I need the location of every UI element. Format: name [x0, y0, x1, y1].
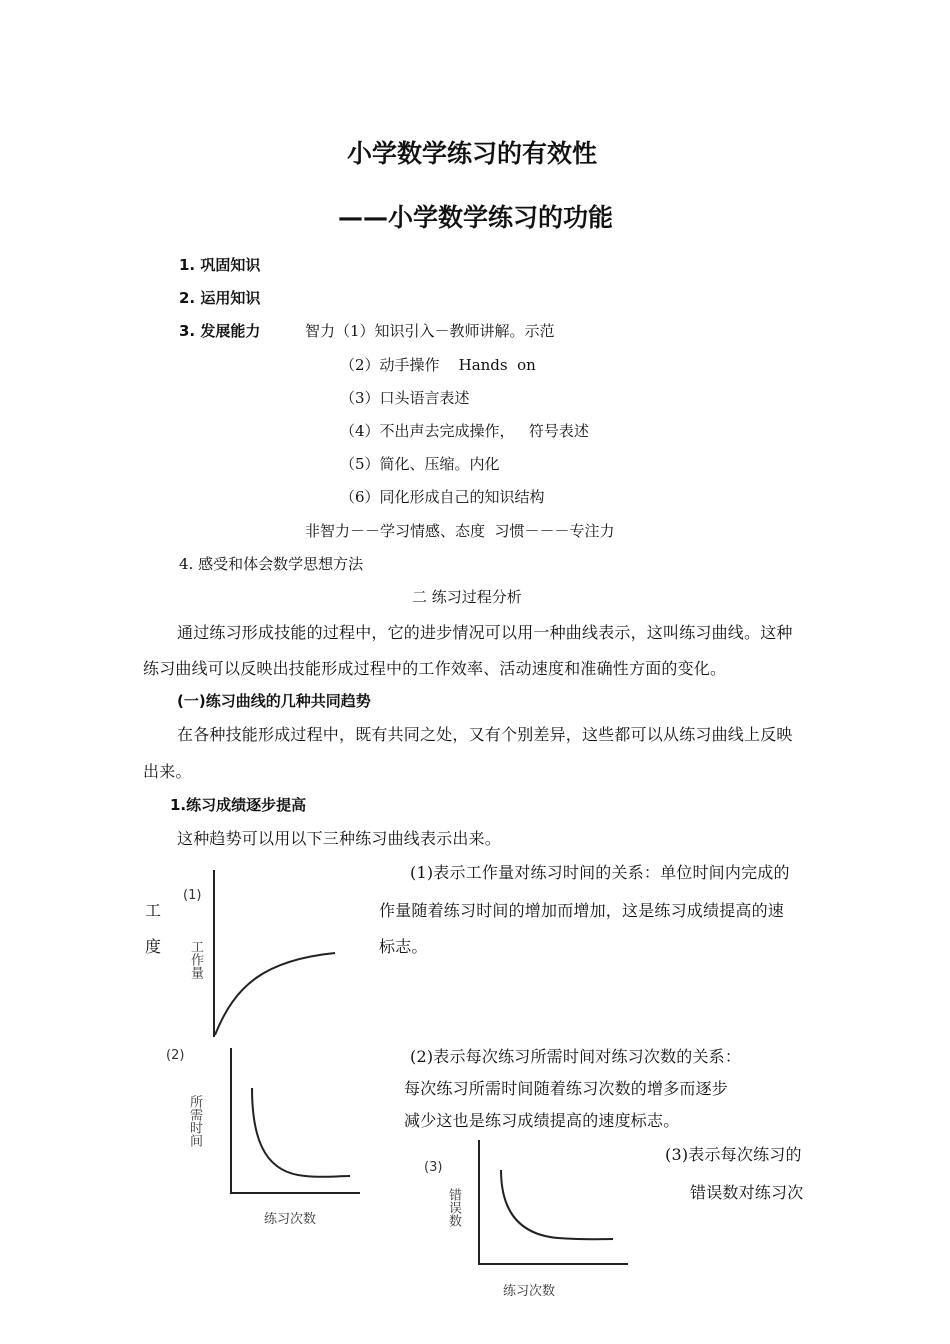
graph2-figure	[225, 1048, 365, 1198]
zhili-lead: 智力（1）知识引入－教师讲解。示范	[305, 322, 555, 340]
subheading-1: (一)练习曲线的几种共同趋势	[177, 692, 371, 710]
item-3: 3. 发展能力	[179, 322, 261, 340]
desc2-line2: 每次练习所需时间随着练习次数的增多而逐步	[404, 1079, 729, 1098]
left-char-2: 度	[145, 937, 162, 956]
zhili-step-3: （3）口头语言表述	[340, 389, 470, 407]
left-char-1: 工	[145, 901, 162, 920]
graph2-xlabel: 练习次数	[264, 1212, 317, 1227]
graph1-number: (1)	[183, 888, 202, 903]
graph3-figure	[473, 1140, 633, 1270]
graph3-curve	[501, 1170, 613, 1239]
feizhili-line: 非智力－－学习情感、态度 习惯－－－专注力	[305, 522, 615, 540]
graph3-ylabel: 错误数	[446, 1188, 461, 1227]
zhili-step-4: （4）不出声去完成操作， 符号表述	[340, 422, 589, 440]
page-title: 小学数学练习的有效性	[347, 139, 598, 168]
graph2-number: (2)	[166, 1048, 185, 1063]
graph3-number: (3)	[424, 1160, 443, 1175]
graph2-ylabel: 所需时间	[187, 1095, 202, 1147]
desc1-line3: 标志。	[379, 937, 428, 956]
item-2: 2. 运用知识	[179, 289, 261, 307]
para2-line1: 在各种技能形成过程中，既有共同之处，又有个别差异，这些都可以从练习曲线上反映	[177, 725, 793, 744]
para1-line1: 通过练习形成技能的过程中，它的进步情况可以用一种曲线表示，这叫练习曲线。这种	[177, 623, 793, 642]
desc3-line1: (3)表示每次练习的	[665, 1145, 802, 1164]
desc2-line1: (2)表示每次练习所需时间对练习次数的关系：	[410, 1047, 742, 1066]
graph1-curve	[215, 953, 335, 1035]
para1-line2: 练习曲线可以反映出技能形成过程中的工作效率、活动速度和准确性方面的变化。	[143, 659, 727, 678]
zhili-step-6: （6）同化形成自己的知识结构	[340, 488, 545, 506]
item-4: 4. 感受和体会数学思想方法	[179, 555, 364, 573]
desc1-line1: (1)表示工作量对练习时间的关系：单位时间内完成的	[410, 863, 790, 882]
zhili-step-5: （5）简化、压缩。内化	[340, 455, 500, 473]
graph2-curve	[252, 1088, 350, 1177]
para2-line2: 出来。	[143, 762, 192, 781]
graph2-axes	[231, 1048, 360, 1193]
desc3-line2: 错误数对练习次	[690, 1183, 804, 1202]
item-1: 1. 巩固知识	[179, 256, 261, 274]
trend-heading-1: 1.练习成绩逐步提高	[170, 796, 307, 814]
zhili-step-2: （2）动手操作 Hands on	[340, 356, 536, 374]
graph1-figure	[205, 865, 345, 1045]
desc2-line3: 减少这也是练习成绩提高的速度标志。	[404, 1111, 680, 1130]
graph3-xlabel: 练习次数	[503, 1284, 556, 1299]
graph1-ylabel: 工作量	[188, 940, 203, 979]
para3: 这种趋势可以用以下三种练习曲线表示出来。	[177, 829, 502, 848]
desc1-line2: 作量随着练习时间的增加而增加，这是练习成绩提高的速	[379, 901, 785, 920]
section-heading-2: 二 练习过程分析	[412, 588, 522, 606]
page-subtitle: ——小学数学练习的功能	[338, 203, 614, 232]
graph3-axes	[479, 1140, 628, 1264]
